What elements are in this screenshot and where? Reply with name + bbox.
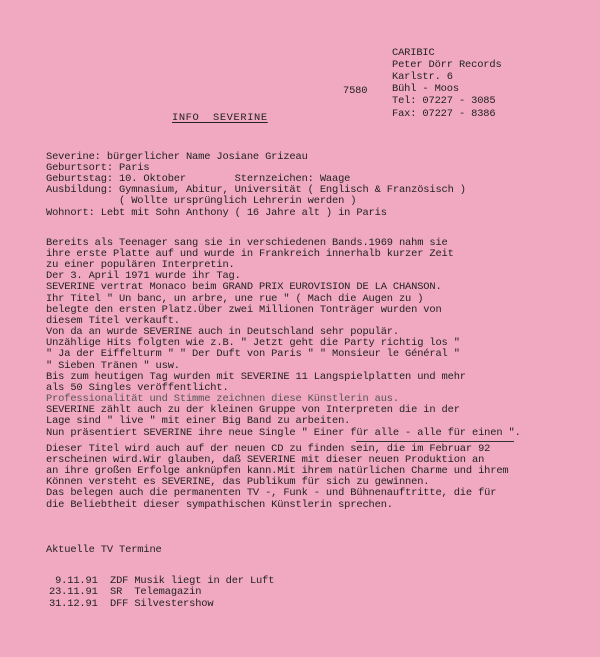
- profile-line: ( Wollte ursprünglich Lehrerin werden ): [46, 195, 357, 207]
- body-line: ihre erste Platte auf und wurde in Frankreich innerhalb kurzer Zeit: [46, 248, 454, 260]
- letterhead-city: Bühl - Moos: [392, 83, 459, 95]
- body-line: an ihre großen Erfolge anknüpfen kann.Mit ihrem natürlichen Charme und ihrem: [46, 465, 509, 477]
- tv-show: SR Telemagazin: [110, 586, 202, 598]
- body-line: Unzählige Hits folgten wie z.B. " Jetzt geht die Party richtig los ": [46, 337, 460, 349]
- body-line: Von da an wurde SEVERINE auch in Deutschland sehr populär.: [46, 326, 399, 338]
- tv-heading: Aktuelle TV Termine: [46, 544, 162, 556]
- body-line: SEVERINE vertrat Monaco beim GRAND PRIX EUROVISION DE LA CHANSON.: [46, 281, 442, 293]
- body-line: Lage sind " live " mit einer Big Band zu arbeiten.: [46, 415, 351, 427]
- body-line: Das belegen auch die permanenten TV -, Funk - und Bühnenauftritte, die für: [46, 487, 497, 499]
- body-line: Professionalität und Stimme zeichnen diese Künstlerin aus.: [46, 393, 399, 405]
- single-title-underline: [356, 441, 514, 442]
- body-line: Bereits als Teenager sang sie in verschiedenen Bands.1969 nahm sie: [46, 237, 448, 249]
- letterhead-fax: Fax: 07227 - 8386: [392, 108, 496, 120]
- body-line: Der 3. April 1971 wurde ihr Tag.: [46, 270, 241, 282]
- tv-date: 23.11.91: [49, 586, 98, 598]
- body-line: Dieser Titel wird auch auf der neuen CD zu finden sein, die im Februar 92: [46, 443, 491, 455]
- tv-show: DFF Silvestershow: [110, 598, 214, 610]
- body-line: die Beliebtheit dieser sympathischen Künstlerin sprechen.: [46, 499, 393, 511]
- body-line: " Sieben Tränen " usw.: [46, 360, 180, 372]
- profile-line: Geburtstag: 10. Oktober Sternzeichen: Waage: [46, 173, 351, 185]
- profile-line: Wohnort: Lebt mit Sohn Anthony ( 16 Jahre alt ) in Paris: [46, 207, 387, 219]
- page-title: INFO SEVERINE: [172, 112, 268, 124]
- body-line: erscheinen wird.Wir glauben, daß SEVERINE mit dieser neuen Produktion an: [46, 454, 485, 466]
- body-line: Nun präsentiert SEVERINE ihre neue Single " Einer für alle - alle für einen ".: [46, 427, 521, 439]
- body-line: Können versteht es SEVERINE, das Publikum für sich zu gewinnen.: [46, 476, 430, 488]
- letterhead-company: CARIBIC: [392, 47, 435, 59]
- body-line: Bis zum heutigen Tag wurden mit SEVERINE 11 Langspielplatten und mehr: [46, 371, 466, 383]
- profile-line: Geburtsort: Paris: [46, 162, 150, 174]
- body-line: als 50 Singles veröffentlicht.: [46, 382, 229, 394]
- body-line: belegte den ersten Platz.Über zwei Millionen Tonträger wurden von: [46, 304, 442, 316]
- letterhead-postcode: 7580: [343, 85, 368, 97]
- letterhead-street: Karlstr. 6: [392, 71, 453, 83]
- body-line: SEVERINE zählt auch zu der kleinen Gruppe von Interpreten die in der: [46, 404, 460, 416]
- body-line: Ihr Titel " Un banc, un arbre, une rue " ( Mach die Augen zu ): [46, 293, 424, 305]
- body-line: diesem Titel verkauft.: [46, 315, 180, 327]
- tv-date: 31.12.91: [49, 598, 98, 610]
- profile-line: Severine: bürgerlicher Name Josiane Grizeau: [46, 151, 308, 163]
- letterhead-name: Peter Dörr Records: [392, 59, 502, 71]
- body-line: " Ja der Eiffelturm " " Der Duft von Paris " " Monsieur le Général ": [46, 348, 460, 360]
- tv-date: 9.11.91: [49, 575, 98, 587]
- tv-show: ZDF Musik liegt in der Luft: [110, 575, 275, 587]
- body-line: zu einer populären Interpretin.: [46, 259, 235, 271]
- profile-line: Ausbildung: Gymnasium, Abitur, Universität ( Englisch & Französisch ): [46, 184, 466, 196]
- letterhead-tel: Tel: 07227 - 3085: [392, 95, 496, 107]
